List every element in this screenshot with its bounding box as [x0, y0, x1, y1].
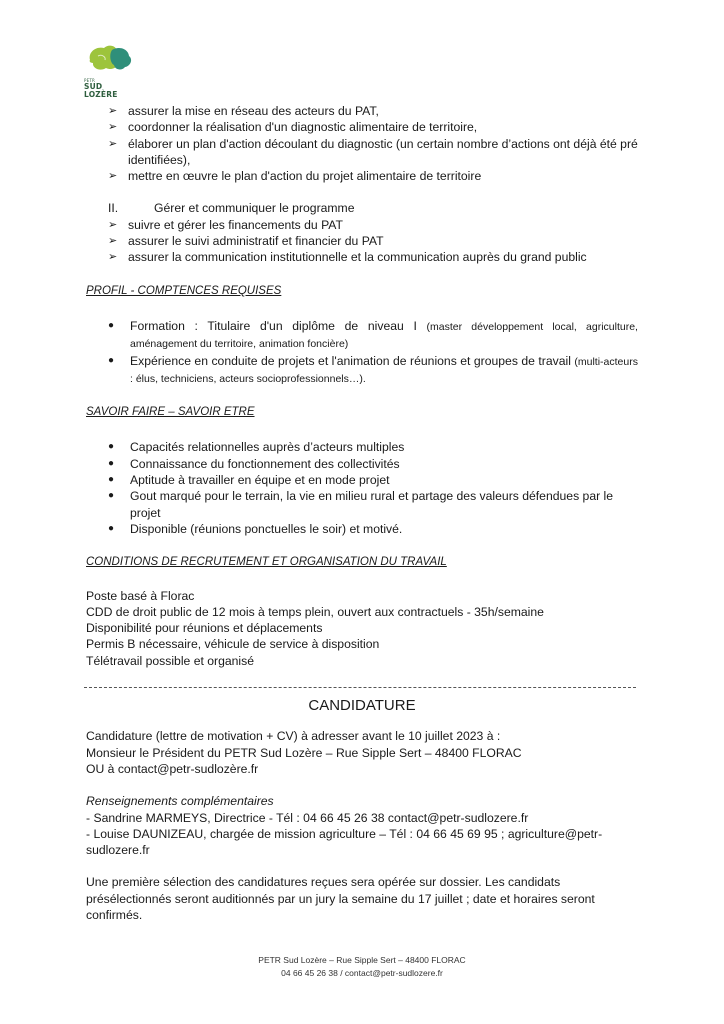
arrow-bullet-icon: ➢	[108, 218, 118, 231]
arrow-bullet-icon: ➢	[108, 170, 118, 183]
logo-text	[84, 78, 136, 99]
candidature-line: OU à contact@petr-sudlozère.fr	[86, 761, 259, 776]
footer-address: PETR Sud Lozère – Rue Sipple Sert – 48400 FLORAC	[258, 955, 466, 965]
list-item-text: suivre et gérer les financements du PAT	[128, 217, 343, 232]
list-item	[86, 168, 638, 184]
logo-name-text: SUD LOZÈRE	[84, 82, 118, 99]
list-item-text: élaborer un plan d'action découlant du diagnostic (un certain nombre d’actions ont déjà été pré identifiées),	[128, 136, 638, 167]
list-item-text: Connaissance du fonctionnement des collectivités	[130, 456, 400, 471]
list-item-text: coordonner la réalisation d'un diagnostic alimentaire de territoire,	[128, 120, 478, 135]
contact-line: - Sandrine MARMEYS, Directrice - Tél : 04 66 45 26 38 contact@petr-sudlozere.fr	[86, 810, 529, 825]
list-item-text: Aptitude à travailler en équipe et en mode projet	[130, 473, 390, 488]
profil-heading: PROFIL - COMPTENCES REQUISES	[86, 284, 282, 297]
bullet-icon: ●	[108, 319, 115, 331]
bullet-icon: ●	[108, 522, 115, 534]
contact-line: - Louise DAUNIZEAU, chargée de mission agriculture – Tél : 04 66 45 69 95 ; agriculture@petr-sudlozere.fr	[86, 826, 603, 858]
logo-small-text: PETR	[84, 78, 95, 83]
arrow-bullet-icon: ➢	[108, 235, 118, 248]
list-item	[86, 103, 638, 119]
candidature-title: CANDIDATURE	[308, 697, 416, 715]
list-item	[86, 472, 638, 488]
list-item	[86, 249, 638, 265]
logo-mark-icon	[84, 42, 136, 78]
list-item	[86, 353, 638, 388]
list-item-text: assurer le suivi administratif et financier du PAT	[128, 234, 384, 249]
candidature-line: Candidature (lettre de motivation + CV) à adresser avant le 10 juillet 2023 à :	[86, 729, 501, 744]
list-item	[86, 119, 638, 135]
arrow-bullet-icon: ➢	[108, 251, 118, 264]
bullet-icon: ●	[108, 354, 115, 366]
conditions-heading: CONDITIONS DE RECRUTEMENT ET ORGANISATION DU TRAVAIL	[86, 556, 447, 569]
savoir-list	[86, 439, 638, 537]
section-number: II.	[108, 201, 119, 216]
conditions-block	[86, 588, 638, 669]
list-item-text: Disponible (réunions ponctuelles le soir) et motivé.	[130, 521, 403, 536]
list-item	[86, 521, 638, 537]
list-item	[86, 439, 638, 455]
bullet-icon: ●	[108, 474, 115, 486]
list-item	[86, 488, 638, 521]
list-item-text: assurer la mise en réseau des acteurs du PAT,	[128, 104, 379, 118]
candidature-block	[86, 728, 638, 777]
conditions-line: Poste basé à Florac	[86, 588, 195, 603]
conditions-line: Disponibilité pour réunions et déplacements	[86, 621, 323, 636]
list-item	[86, 456, 638, 472]
list-item	[86, 233, 638, 249]
missions-list	[86, 103, 638, 184]
savoir-heading: SAVOIR FAIRE – SAVOIR ETRE	[86, 406, 255, 419]
list-item-text: Capacités relationnelles auprès d’acteurs multiples	[130, 440, 405, 455]
section-ii-title	[86, 200, 638, 216]
bullet-icon: ●	[108, 457, 115, 469]
list-item-text: mettre en œuvre le plan d'action du projet alimentaire de territoire	[128, 169, 482, 184]
list-item-detail: (master développement local, agriculture, aménagement du territoire, animation foncière)	[130, 320, 638, 351]
list-item-text: assurer la communication institutionnelle et la communication auprès du grand public	[128, 250, 587, 265]
info-heading: Renseignements complémentaires	[86, 794, 274, 809]
document-body	[86, 103, 638, 923]
info-block	[86, 793, 638, 858]
list-item	[86, 318, 638, 353]
list-item-text: Gout marqué pour le terrain, la vie en milieu rural et partage des valeurs défendues par le projet	[130, 489, 614, 520]
arrow-bullet-icon: ➢	[108, 121, 118, 134]
spacer	[86, 777, 638, 793]
bullet-icon: ●	[108, 490, 115, 502]
conditions-line: Permis B nécessaire, véhicule de service à disposition	[86, 637, 380, 652]
page-footer	[0, 954, 724, 980]
list-item-text: Expérience en conduite de projets et l'animation de réunions et groupes de travail	[130, 353, 575, 368]
profil-list	[86, 318, 638, 387]
conditions-line: CDD de droit public de 12 mois à temps plein, ouvert aux contractuels - 35h/semaine	[86, 604, 544, 619]
arrow-bullet-icon: ➢	[108, 137, 118, 150]
footer-contact: 04 66 45 26 38 / contact@petr-sudlozere.fr	[281, 968, 443, 978]
candidature-line: Monsieur le Président du PETR Sud Lozère – Rue Sipple Sert – 48400 FLORAC	[86, 745, 522, 760]
list-item	[86, 217, 638, 233]
arrow-bullet-icon: ➢	[108, 105, 118, 117]
petr-logo	[84, 42, 136, 99]
spacer	[86, 858, 638, 874]
conditions-line: Télétravail possible et organisé	[86, 653, 255, 668]
list-item	[86, 136, 638, 169]
dashed-divider	[84, 687, 636, 688]
section-ii-list	[86, 217, 638, 266]
list-item-detail: (multi-acteurs : élus, techniciens, acteurs socioprofessionnels…).	[130, 355, 638, 385]
selection-paragraph: Une première sélection des candidatures reçues sera opérée sur dossier. Les candidats présélectionnés seront auditionnés par un jury la semaine du 17 juillet ; date et horaires seront confirmés.	[86, 875, 595, 922]
bullet-icon: ●	[108, 441, 115, 453]
list-item-text: Formation : Titulaire d'un diplôme de niveau I	[130, 318, 427, 333]
section-title: Gérer et communiquer le programme	[154, 201, 355, 216]
